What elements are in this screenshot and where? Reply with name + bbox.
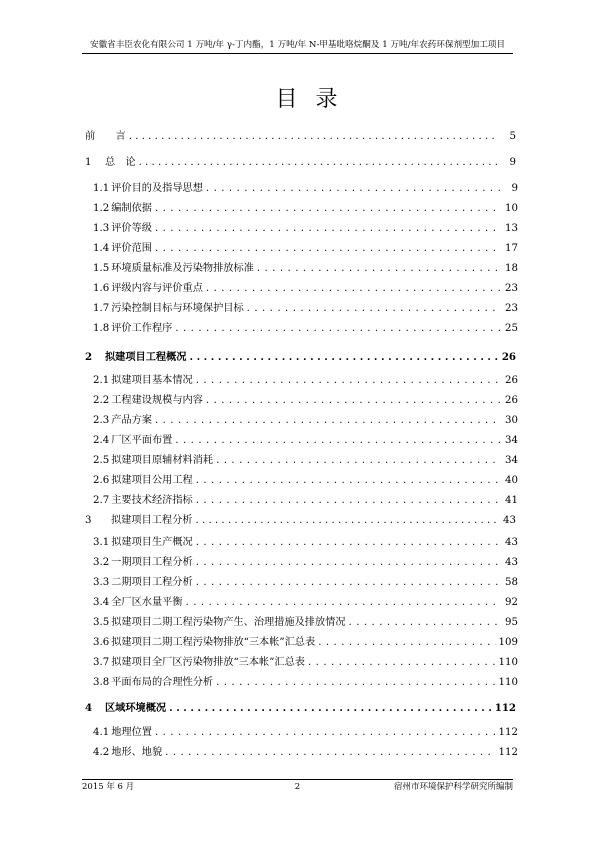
toc-entry-title: 拟建项目工程分析 [111, 515, 193, 526]
toc-entry-page: 25 [505, 323, 518, 334]
footer-date: 2015 年 6 月 [82, 782, 135, 792]
toc-entry-title: 拟建项目基本情况 [111, 375, 193, 386]
toc-entry-title: 评价等级 [111, 223, 152, 234]
toc-entry-page: 5 [509, 131, 516, 142]
toc-entry-title: 主要技术经济指标 [111, 495, 193, 506]
toc-entry-number: 1.1 [93, 183, 110, 194]
toc-entry-title: 拟建项目二期工程污染物排放“三本帐”汇总表 [111, 637, 316, 648]
toc-entry-number: 4 [85, 702, 93, 714]
toc-entry[interactable] [93, 494, 518, 508]
page-title: 目录 [275, 87, 356, 112]
toc-entry-number: 2 [85, 351, 93, 363]
toc-entry-title: 区域环境概况 [105, 702, 167, 714]
toc-entry-page: 109 [498, 637, 518, 648]
dot-leader [216, 676, 495, 690]
toc-entry-title: 一期项目工程分析 [111, 557, 193, 568]
toc-entry-title: 拟建项目工程概况 [105, 351, 187, 363]
toc-entry-number: 2.7 [93, 495, 110, 506]
toc-entry-number: 2.1 [93, 375, 110, 386]
dot-leader [308, 656, 496, 670]
dot-leader [257, 262, 501, 276]
dot-leader [155, 726, 496, 740]
toc-entry-page: 112 [498, 727, 518, 738]
toc-entry[interactable] [93, 454, 518, 468]
toc-entry[interactable] [93, 636, 518, 650]
toc-entry-number: 1.6 [93, 283, 110, 294]
toc-entry[interactable] [93, 536, 518, 550]
toc-entry-page: 110 [498, 657, 518, 668]
toc-entry-page: 10 [505, 203, 518, 214]
toc-entry-page: 13 [505, 223, 518, 234]
toc-entry-page: 43 [505, 557, 518, 568]
toc-entry[interactable] [93, 556, 518, 570]
toc-entry-number: 1 [85, 157, 92, 168]
toc-entry-page: 95 [505, 617, 518, 628]
toc-entry-number: 3.3 [93, 577, 110, 588]
running-header: 安徽省丰臣农化有限公司 1 万吨/年 γ-丁内酯，1 万吨/年 N-甲基吡咯烷酮及 1 万吨/年农药环保剂型加工项目 [82, 38, 513, 54]
toc-entry-page: 9 [509, 157, 516, 168]
dot-leader [139, 156, 499, 170]
dot-leader [196, 536, 501, 550]
dot-leader [155, 202, 501, 216]
toc-entry-number: 4.1 [93, 727, 110, 738]
toc-entry[interactable] [93, 596, 518, 610]
toc-entry[interactable] [93, 394, 518, 408]
dot-leader [196, 374, 501, 388]
dot-leader [206, 182, 501, 196]
toc-entry-number: 4.2 [93, 747, 110, 758]
toc-entry-number: 3.5 [93, 617, 110, 628]
dot-leader [186, 596, 501, 610]
toc-entry[interactable] [93, 322, 518, 336]
toc-entry[interactable] [93, 222, 518, 236]
toc-entry-page: 43 [505, 537, 518, 548]
toc-entry-page: 92 [505, 597, 518, 608]
toc-entry[interactable] [93, 374, 518, 388]
toc-entry-number: 2.5 [93, 455, 110, 466]
toc-entry-number: 3.2 [93, 557, 110, 568]
toc-entry-number: 1.2 [93, 203, 110, 214]
toc-entry-title: 拟建项目公用工程 [111, 475, 193, 486]
dot-leader [165, 746, 495, 760]
toc-entry-page: 23 [505, 283, 518, 294]
toc-entry-title: 二期项目工程分析 [111, 577, 193, 588]
toc-entry[interactable] [93, 576, 518, 590]
toc-entry[interactable] [85, 701, 516, 715]
toc-entry-title: 地形、地貌 [111, 747, 163, 758]
dot-leader [196, 514, 500, 528]
dot-leader [206, 282, 501, 296]
toc-entry-number: 3.8 [93, 677, 110, 688]
toc-entry-title: 评价范围 [111, 243, 152, 254]
dot-leader [129, 130, 499, 144]
toc-entry-page: 17 [505, 243, 518, 254]
toc-entry-page: 40 [505, 475, 518, 486]
dot-leader [155, 242, 501, 256]
toc-entry-number: 1.4 [93, 243, 110, 254]
toc-entry-title: 工程建设规模与内容 [111, 395, 203, 406]
toc-entry[interactable] [85, 156, 516, 170]
toc-entry-page: 112 [494, 702, 516, 714]
toc-entry-page: 41 [505, 495, 518, 506]
toc-entry[interactable] [93, 282, 518, 296]
toc-entry-title: 拟建项目全厂区污染物排放“三本帐”汇总表 [111, 657, 305, 668]
toc-entry[interactable] [85, 514, 516, 528]
toc-entry-number: 2.4 [93, 435, 110, 446]
toc-entry-page: 112 [498, 747, 518, 758]
running-footer [82, 779, 513, 792]
dot-leader [190, 350, 499, 364]
toc-entry-title: 总 论 [105, 157, 136, 168]
toc-entry-page: 23 [505, 303, 518, 314]
toc-entry-page: 26 [505, 375, 518, 386]
dot-leader [175, 322, 501, 336]
dot-leader [216, 454, 501, 468]
toc-entry[interactable] [93, 616, 518, 630]
dot-leader [349, 616, 501, 630]
toc-entry-page: 26 [501, 351, 516, 363]
toc-entry-number: 3.4 [93, 597, 110, 608]
toc-entry-number: 2.6 [93, 475, 110, 486]
toc-entry-title: 评价工作程序 [111, 323, 173, 334]
toc-entry[interactable] [93, 656, 518, 670]
toc-entry-title: 拟建项目二期工程污染物产生、治理措施及排放情况 [111, 617, 346, 628]
toc-entry-title: 评价目的及指导思想 [111, 183, 203, 194]
toc-entry[interactable] [93, 676, 518, 690]
dot-leader [247, 302, 501, 316]
toc-entry-page: 30 [505, 415, 518, 426]
toc-entry-number: 3.7 [93, 657, 110, 668]
footer-organization: 宿州市环境保护科学研究所编制 [393, 782, 513, 792]
dot-leader [196, 556, 501, 570]
dot-leader [318, 636, 495, 650]
toc-entry-title: 评级内容与评价重点 [111, 283, 203, 294]
table-of-contents [0, 126, 595, 766]
toc-entry[interactable] [85, 130, 516, 144]
toc-entry-page: 110 [498, 677, 518, 688]
dot-leader [196, 576, 501, 590]
toc-entry-title: 编制依据 [111, 203, 152, 214]
toc-entry-number: 3.1 [93, 537, 110, 548]
toc-entry-number: 3.6 [93, 637, 110, 648]
toc-entry-page: 26 [505, 395, 518, 406]
toc-entry-page: 34 [505, 435, 518, 446]
toc-entry-number: 2.3 [93, 415, 110, 426]
footer-page-number: 2 [294, 782, 301, 792]
dot-leader [196, 474, 501, 488]
toc-entry-title: 地理位置 [111, 727, 152, 738]
toc-entry-title: 产品方案 [111, 415, 152, 426]
toc-entry-page: 43 [503, 515, 516, 526]
toc-entry-title: 前 言 [85, 131, 126, 142]
toc-entry[interactable] [93, 242, 518, 256]
toc-entry-page: 18 [505, 263, 518, 274]
toc-entry-title: 环境质量标准及污染物排放标准 [111, 263, 254, 274]
toc-entry[interactable] [93, 202, 518, 216]
toc-entry-page: 58 [505, 577, 518, 588]
toc-entry[interactable] [93, 434, 518, 448]
dot-leader [196, 494, 501, 508]
dot-leader [206, 394, 501, 408]
toc-entry-page: 9 [511, 183, 518, 194]
toc-entry-number: 1.7 [93, 303, 110, 314]
toc-entry[interactable] [93, 414, 518, 428]
toc-entry[interactable] [93, 474, 518, 488]
toc-entry-title: 污染控制目标与环境保护目标 [111, 303, 244, 314]
dot-leader [155, 222, 501, 236]
toc-entry[interactable] [93, 302, 518, 316]
toc-entry-title: 拟建项目生产概况 [111, 537, 193, 548]
dot-leader [169, 701, 492, 715]
toc-entry[interactable] [93, 182, 518, 196]
toc-entry-title: 厂区平面布置 [111, 435, 173, 446]
toc-entry-number: 2.2 [93, 395, 110, 406]
toc-entry-number: 1.3 [93, 223, 110, 234]
toc-entry[interactable] [93, 726, 518, 740]
dot-leader [155, 414, 501, 428]
toc-entry[interactable] [85, 350, 516, 364]
toc-entry-number: 3 [85, 515, 92, 526]
toc-entry-title: 全厂区水量平衡 [111, 597, 183, 608]
toc-entry[interactable] [93, 746, 518, 760]
toc-entry-title: 拟建项目原辅材料消耗 [111, 455, 214, 466]
toc-entry-number: 1.8 [93, 323, 110, 334]
toc-entry-page: 34 [505, 455, 518, 466]
toc-entry-title: 平面布局的合理性分析 [111, 677, 214, 688]
dot-leader [175, 434, 501, 448]
toc-entry-number: 1.5 [93, 263, 110, 274]
toc-entry[interactable] [93, 262, 518, 276]
